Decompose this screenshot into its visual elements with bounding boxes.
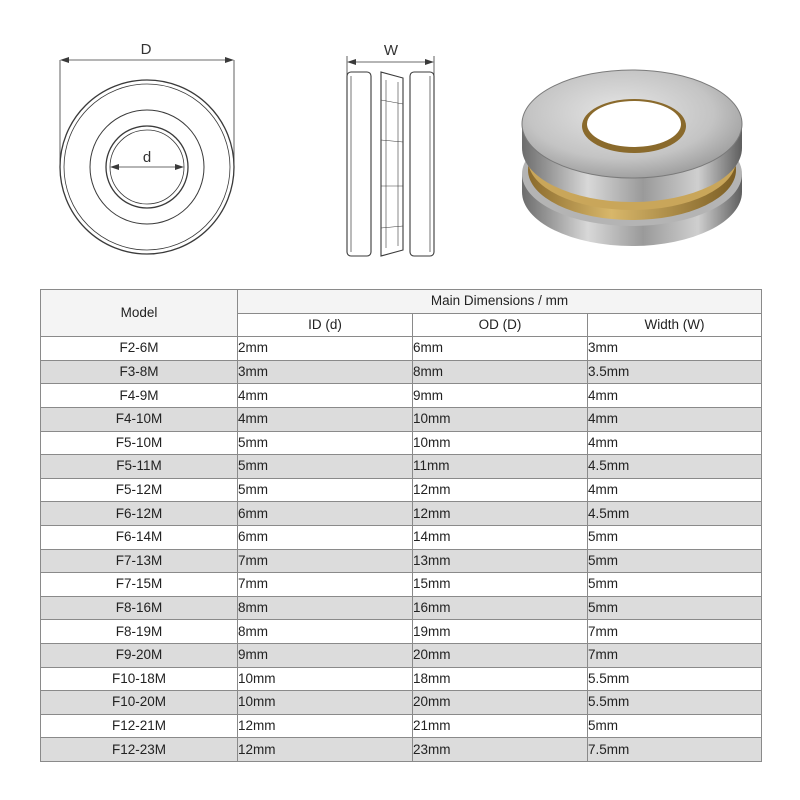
model-cell: F12-21M [41,714,238,738]
od-cell: 23mm [413,738,588,762]
od-cell: 8mm [413,360,588,384]
table-row [41,407,762,431]
model-cell: F8-19M [41,620,238,644]
id-cell: 6mm [238,525,413,549]
id-cell: 8mm [238,596,413,620]
od-cell: 9mm [413,384,588,408]
bearing-diagram [0,0,800,280]
width-cell: 5mm [588,573,762,597]
table-row [41,525,762,549]
table-row [41,738,762,762]
id-cell: 2mm [238,337,413,361]
id-cell: 5mm [238,431,413,455]
model-cell: F10-18M [41,667,238,691]
od-cell: 11mm [413,455,588,479]
width-label: W [383,42,399,59]
od-cell: 12mm [413,502,588,526]
od-cell: 20mm [413,691,588,715]
table-row [41,337,762,361]
model-cell: F8-16M [41,596,238,620]
id-cell: 12mm [238,738,413,762]
od-cell: 10mm [413,431,588,455]
id-cell: 5mm [238,478,413,502]
table-row [41,596,762,620]
main-dimensions-header: Main Dimensions / mm [238,290,762,314]
width-cell: 3.5mm [588,360,762,384]
table-row [41,431,762,455]
od-cell: 18mm [413,667,588,691]
model-cell: F7-13M [41,549,238,573]
table-body [41,337,762,762]
width-cell: 5.5mm [588,691,762,715]
od-cell: 6mm [413,337,588,361]
model-cell: F5-10M [41,431,238,455]
width-cell: 7.5mm [588,738,762,762]
table-row [41,455,762,479]
model-column-header: Model [41,290,238,337]
id-column-header: ID (d) [238,313,413,337]
width-cell: 5.5mm [588,667,762,691]
model-cell: F2-6M [41,337,238,361]
id-cell: 12mm [238,714,413,738]
od-cell: 16mm [413,596,588,620]
id-cell: 7mm [238,573,413,597]
model-cell: F12-23M [41,738,238,762]
od-cell: 15mm [413,573,588,597]
table-row [41,502,762,526]
id-cell: 9mm [238,643,413,667]
dimensions-table [40,289,762,762]
model-cell: F10-20M [41,691,238,715]
model-cell: F3-8M [41,360,238,384]
width-cell: 5mm [588,549,762,573]
outer-diameter-label: D [140,41,152,58]
width-cell: 4mm [588,431,762,455]
width-cell: 5mm [588,596,762,620]
od-cell: 13mm [413,549,588,573]
id-cell: 8mm [238,620,413,644]
width-cell: 4mm [588,478,762,502]
id-cell: 4mm [238,407,413,431]
width-cell: 3mm [588,337,762,361]
model-cell: F4-9M [41,384,238,408]
width-cell: 4.5mm [588,455,762,479]
side-view-drawing [347,56,434,256]
model-cell: F5-12M [41,478,238,502]
model-cell: F9-20M [41,643,238,667]
table-row [41,691,762,715]
table-row [41,549,762,573]
table-row [41,714,762,738]
id-cell: 10mm [238,691,413,715]
model-cell: F7-15M [41,573,238,597]
od-cell: 19mm [413,620,588,644]
model-cell: F6-12M [41,502,238,526]
width-cell: 4mm [588,407,762,431]
od-column-header: OD (D) [413,313,588,337]
od-cell: 14mm [413,525,588,549]
model-cell: F4-10M [41,407,238,431]
id-cell: 6mm [238,502,413,526]
table-row [41,384,762,408]
width-cell: 5mm [588,525,762,549]
width-cell: 4.5mm [588,502,762,526]
bearing-photo [522,70,742,246]
width-cell: 7mm [588,643,762,667]
table-row [41,478,762,502]
od-cell: 21mm [413,714,588,738]
width-cell: 7mm [588,620,762,644]
id-cell: 7mm [238,549,413,573]
id-cell: 5mm [238,455,413,479]
width-cell: 5mm [588,714,762,738]
od-cell: 20mm [413,643,588,667]
id-cell: 10mm [238,667,413,691]
table-row [41,643,762,667]
od-cell: 10mm [413,407,588,431]
id-cell: 3mm [238,360,413,384]
width-cell: 4mm [588,384,762,408]
table-row [41,360,762,384]
width-column-header: Width (W) [588,313,762,337]
table-row [41,573,762,597]
od-cell: 12mm [413,478,588,502]
table-row [41,620,762,644]
inner-diameter-label: d [142,149,152,166]
id-cell: 4mm [238,384,413,408]
model-cell: F6-14M [41,525,238,549]
table-row [41,667,762,691]
model-cell: F5-11M [41,455,238,479]
